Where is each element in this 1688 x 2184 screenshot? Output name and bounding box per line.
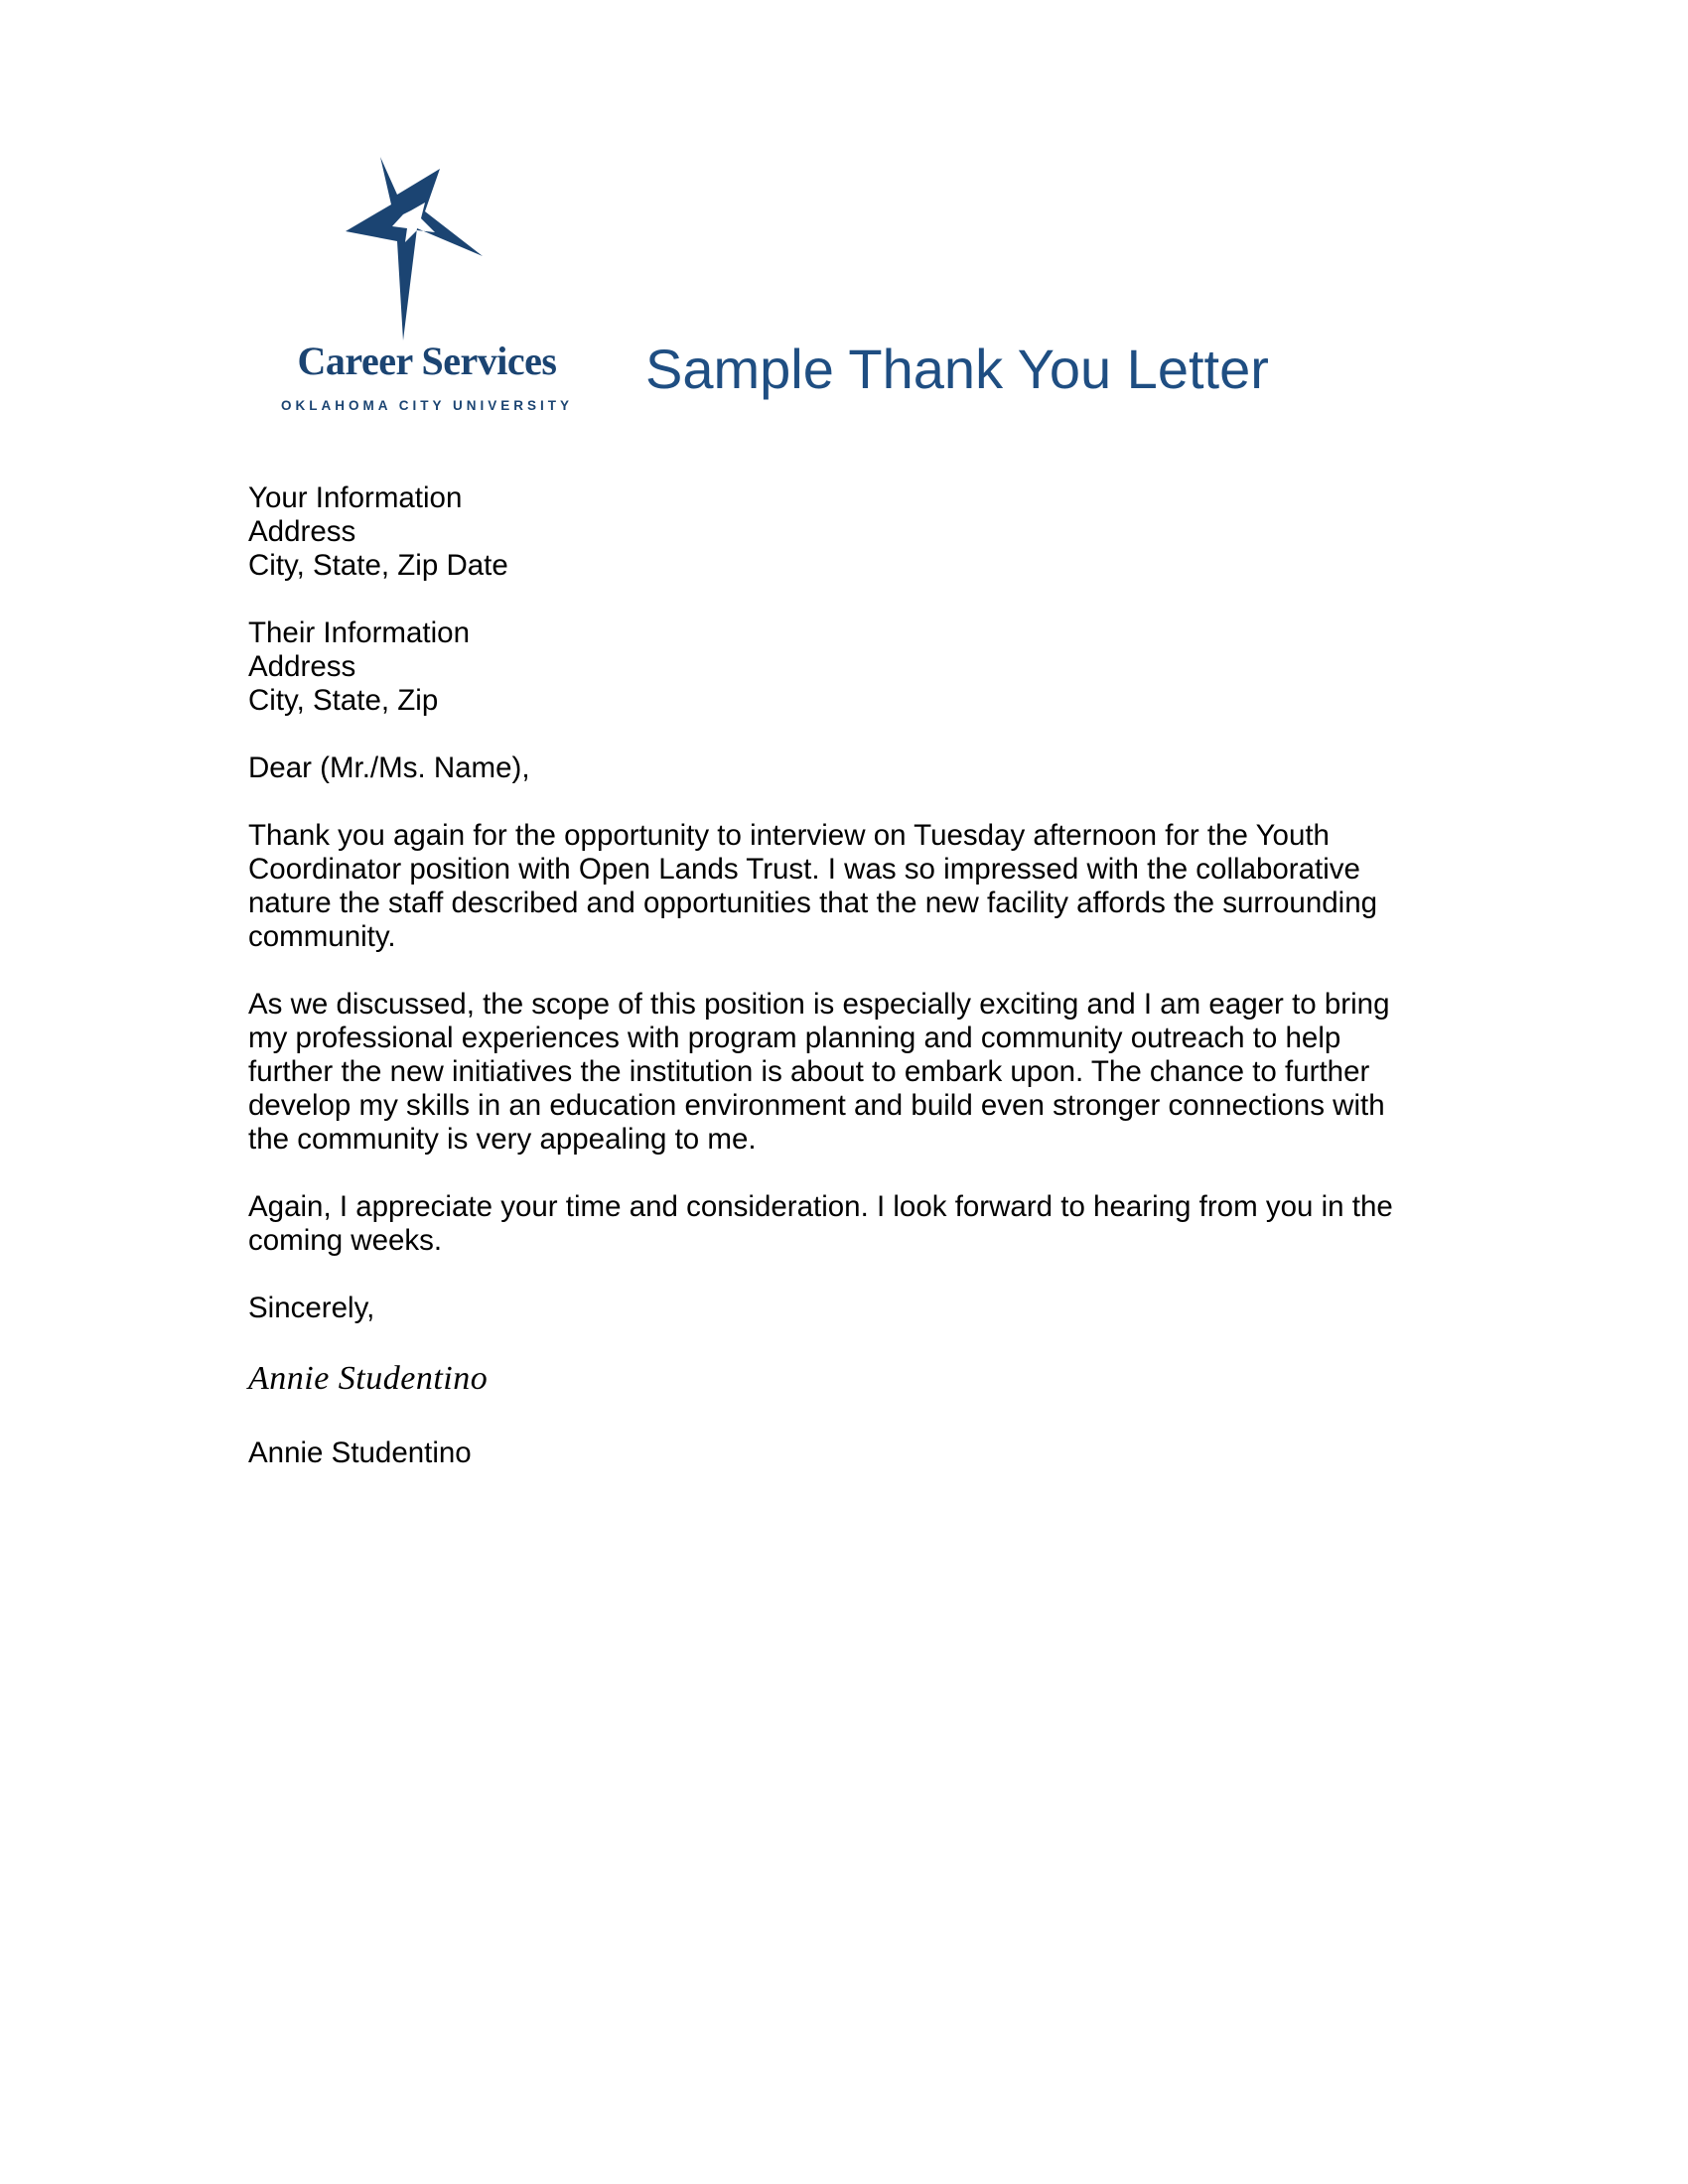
paragraph-line: Again, I appreciate your time and consideration. I look forward to hearing from you in the: [248, 1190, 1393, 1223]
recipient-line: Their Information: [248, 616, 470, 649]
sender-line: Your Information: [248, 481, 463, 514]
star-logo-icon: [346, 157, 494, 341]
sender-line: City, State, Zip Date: [248, 549, 508, 582]
signer-name: Annie Studentino: [248, 1436, 472, 1469]
paragraph-line: coming weeks.: [248, 1224, 443, 1257]
page-title: Sample Thank You Letter: [645, 338, 1269, 400]
logo-title: Career Services: [297, 339, 557, 383]
salutation: [248, 751, 1440, 785]
star-logo-shape: [346, 157, 483, 341]
paragraph-line: develop my skills in an education environment and build even stronger connections with: [248, 1089, 1385, 1122]
closing: [248, 1292, 1440, 1325]
salutation-text: Dear (Mr./Ms. Name),: [248, 751, 530, 784]
paragraph-line: my professional experiences with program planning and community outreach to help: [248, 1022, 1341, 1054]
paragraph-line: community.: [248, 920, 396, 953]
paragraph-line: Coordinator position with Open Lands Trust. I was so impressed with the collaborative: [248, 853, 1360, 886]
recipient-line: Address: [248, 650, 356, 683]
paragraph-line: Thank you again for the opportunity to interview on Tuesday afternoon for the Youth: [248, 819, 1330, 852]
letter-body: [248, 481, 1440, 1470]
paragraph-line: the community is very appealing to me.: [248, 1123, 757, 1156]
paragraph-2: [248, 988, 1440, 1157]
recipient-info: [248, 616, 1440, 718]
signature: Annie Studentino: [248, 1360, 489, 1397]
logo-subtitle: OKLAHOMA CITY UNIVERSITY: [280, 398, 573, 413]
sender-info: [248, 481, 1440, 583]
sender-line: Address: [248, 515, 356, 548]
paragraph-3: [248, 1190, 1440, 1258]
career-services-logo: [258, 149, 596, 427]
closing-text: Sincerely,: [248, 1292, 375, 1324]
paragraph-line: nature the staff described and opportunities that the new facility affords the surrounding: [248, 887, 1378, 919]
paragraph-1: [248, 819, 1440, 954]
recipient-line: City, State, Zip: [248, 684, 439, 717]
paragraph-line: further the new initiatives the institution is about to embark upon. The chance to further: [248, 1055, 1370, 1088]
paragraph-line: As we discussed, the scope of this position is especially exciting and I am eager to bring: [248, 988, 1390, 1021]
